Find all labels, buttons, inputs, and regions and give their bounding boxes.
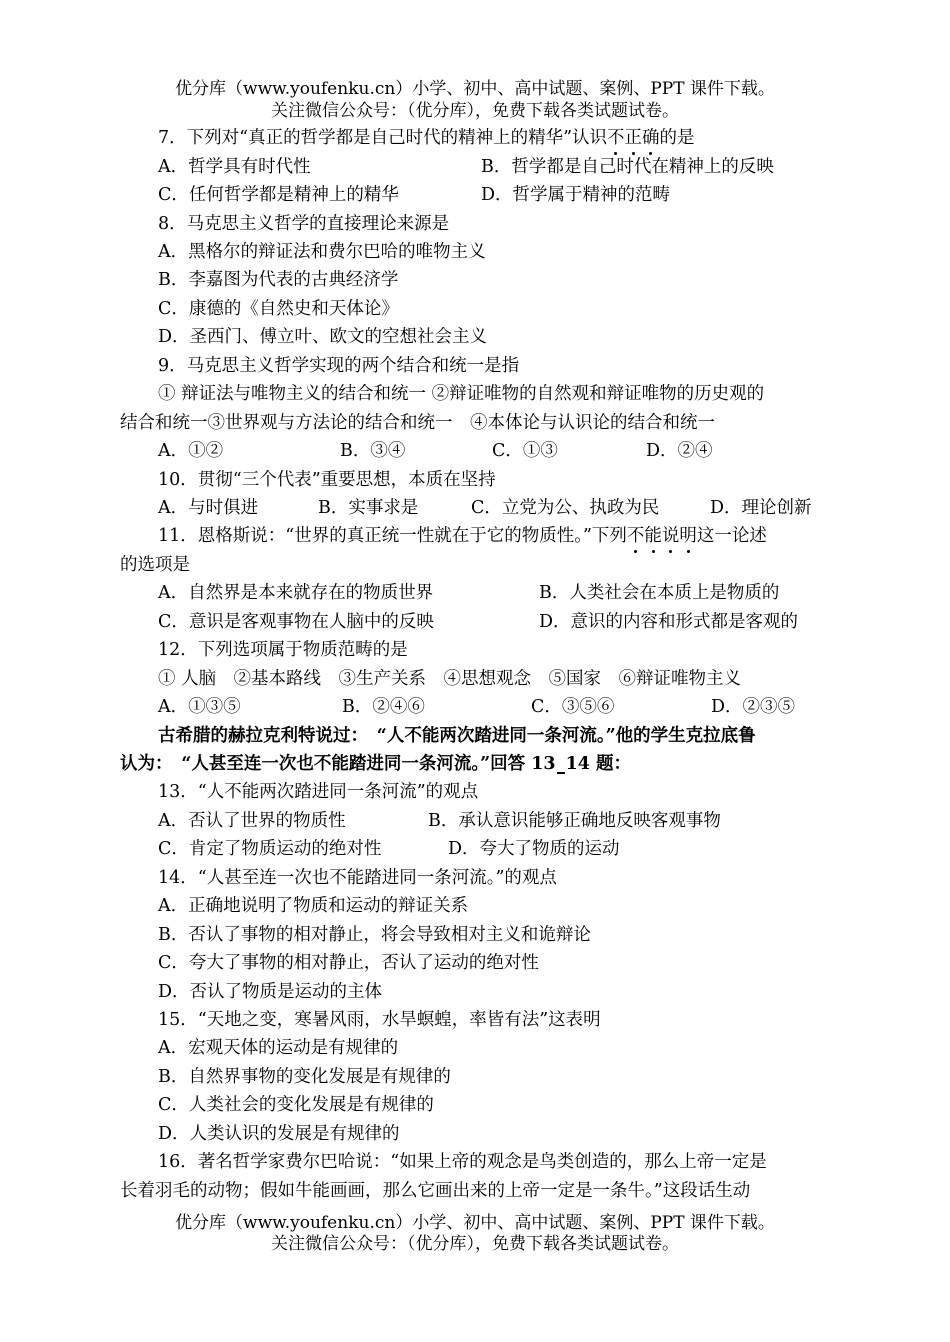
question-14-option-c: C．夸大了事物的相对静止，否认了运动的绝对性 <box>158 953 539 973</box>
option-d: D．②③⑤ <box>711 697 796 717</box>
footer-line-1: 优分库（www.youfenku.cn）小学、初中、高中试题、案例、PPT 课件下载。 <box>175 1213 775 1233</box>
question-14-option-d: D．否认了物质是运动的主体 <box>158 982 383 1002</box>
header-line-1: 优分库（www.youfenku.cn）小学、初中、高中试题、案例、PPT 课件下载。 <box>175 79 775 99</box>
question-13-options-row-1 <box>158 809 858 833</box>
question-8-option-d: D．圣西门、傅立叶、欧文的空想社会主义 <box>158 327 488 347</box>
question-16-stem-2: 长着羽毛的动物；假如牛能画画，那么它画出来的上帝一定是一条牛。”这段话生动 <box>120 1181 751 1201</box>
question-7-options-row-1 <box>158 155 858 179</box>
question-9-stem: 9．马克思主义哲学实现的两个结合和统一是指 <box>158 356 520 376</box>
option-a: A．自然界是本来就存在的物质世界 <box>158 583 434 603</box>
option-d: D．意识的内容和形式都是客观的 <box>539 612 799 632</box>
option-c: C．①③ <box>492 441 558 461</box>
question-7-stem: 7．下列对“真正的哲学都是自己时代的精神上的精华”认识不正确的是 <box>158 128 695 148</box>
option-a: A．①② <box>158 441 224 461</box>
question-15-option-a: A．宏观天体的运动是有规律的 <box>158 1038 399 1058</box>
question-8-option-b: B．李嘉图为代表的古典经济学 <box>158 270 399 290</box>
emphasis-char: 正 <box>624 128 643 148</box>
question-9-options <box>158 439 858 463</box>
option-c: C．立党为公、执政为民 <box>471 498 660 518</box>
option-a: A．哲学具有时代性 <box>158 157 311 177</box>
question-14-option-a: A．正确地说明了物质和运动的辩证关系 <box>158 896 469 916</box>
option-d: D．哲学属于精神的范畴 <box>481 185 671 205</box>
option-d: D．夸大了物质的运动 <box>448 839 620 859</box>
question-13-stem: 13．“人不能两次踏进同一条河流”的观点 <box>158 782 479 802</box>
question-12-items: ① 人脑 ②基本路线 ③生产关系 ④思想观念 ⑤国家 ⑥辩证唯物主义 <box>158 669 742 689</box>
emphasis-char: 说 <box>661 526 680 546</box>
option-c: C．肯定了物质运动的绝对性 <box>158 839 382 859</box>
option-a: A．①③⑤ <box>158 697 241 717</box>
question-9-statements-1: ① 辩证法与唯物主义的结合和统一 ②辩证唯物的自然观和辩证唯物的历史观的 <box>158 384 765 404</box>
question-11-options-row-2 <box>158 610 858 634</box>
option-b: B．哲学都是自己时代在精神上的反映 <box>481 157 774 177</box>
option-a: A．否认了世界的物质性 <box>158 811 346 831</box>
question-15-option-d: D．人类认识的发展是有规律的 <box>158 1124 400 1144</box>
question-14-option-b: B．否认了事物的相对静止，将会导致相对主义和诡辩论 <box>158 925 591 945</box>
option-b: B．承认意识能够正确地反映客观事物 <box>428 811 721 831</box>
question-13-options-row-2 <box>158 837 858 861</box>
question-11-stem-cont: 的选项是 <box>120 555 190 575</box>
question-8-option-a: A．黑格尔的辩证法和费尔巴哈的唯物主义 <box>158 242 486 262</box>
option-d: D．②④ <box>646 441 713 461</box>
option-a: A．与时俱进 <box>158 498 259 518</box>
question-8-option-c: C．康德的《自然史和天体论》 <box>158 299 399 319</box>
option-b: B．人类社会在本质上是物质的 <box>539 583 780 603</box>
option-d: D．理论创新 <box>710 498 812 518</box>
option-b: B．③④ <box>340 441 406 461</box>
question-11-options-row-1 <box>158 581 858 605</box>
question-15-stem: 15．“天地之变，寒暑风雨，水旱螟蝗，率皆有法”这表明 <box>158 1010 601 1030</box>
emphasis-char: 确 <box>642 128 660 148</box>
material-line-2: 认为： “人甚至连一次也不能踏进同一条河流。”回答 13 14 题： <box>120 754 632 774</box>
question-15-option-c: C．人类社会的变化发展是有规律的 <box>158 1095 434 1115</box>
question-7-options-row-2 <box>158 183 858 207</box>
emphasis-char: 明 <box>679 526 697 546</box>
footer-line-2: 关注微信公众号：（优分库），免费下载各类试题试卷。 <box>271 1234 679 1254</box>
emphasis-char: 能 <box>644 526 662 546</box>
option-b: B．②④⑥ <box>342 697 425 717</box>
question-10-options <box>158 496 858 520</box>
question-14-stem: 14．“人甚至连一次也不能踏进同一条河流。”的观点 <box>158 868 557 888</box>
option-c: C．③⑤⑥ <box>531 697 615 717</box>
question-16-stem-1: 16．著名哲学家费尔巴哈说：“如果上帝的观念是鸟类创造的，那么上帝一定是 <box>158 1152 767 1172</box>
question-12-stem: 12．下列选项属于物质范畴的是 <box>158 640 408 660</box>
material-line-1: 古希腊的赫拉克利特说过： “人不能两次踏进同一条河流。”他的学生克拉底鲁 <box>158 726 756 746</box>
question-11-stem: 11．恩格斯说：“世界的真正统一性就在于它的物质性。”下列不能说明这一论述 <box>158 526 767 546</box>
question-12-options <box>158 695 858 719</box>
option-c: C．任何哲学都是精神上的精华 <box>158 185 399 205</box>
emphasis-char: 不 <box>607 128 625 148</box>
header-line-2: 关注微信公众号：（优分库），免费下载各类试题试卷。 <box>271 101 679 121</box>
question-9-statements-2: 结合和统一③世界观与方法论的结合和统一 ④本体论与认识论的结合和统一 <box>120 413 715 433</box>
question-10-stem: 10．贯彻“三个代表”重要思想，本质在坚持 <box>158 470 496 490</box>
question-15-option-b: B．自然界事物的变化发展是有规律的 <box>158 1067 451 1087</box>
option-c: C．意识是客观事物在人脑中的反映 <box>158 612 434 632</box>
emphasis-char: 不 <box>626 526 645 546</box>
option-b: B．实事求是 <box>318 498 419 518</box>
question-8-stem: 8．马克思主义哲学的直接理论来源是 <box>158 214 450 234</box>
